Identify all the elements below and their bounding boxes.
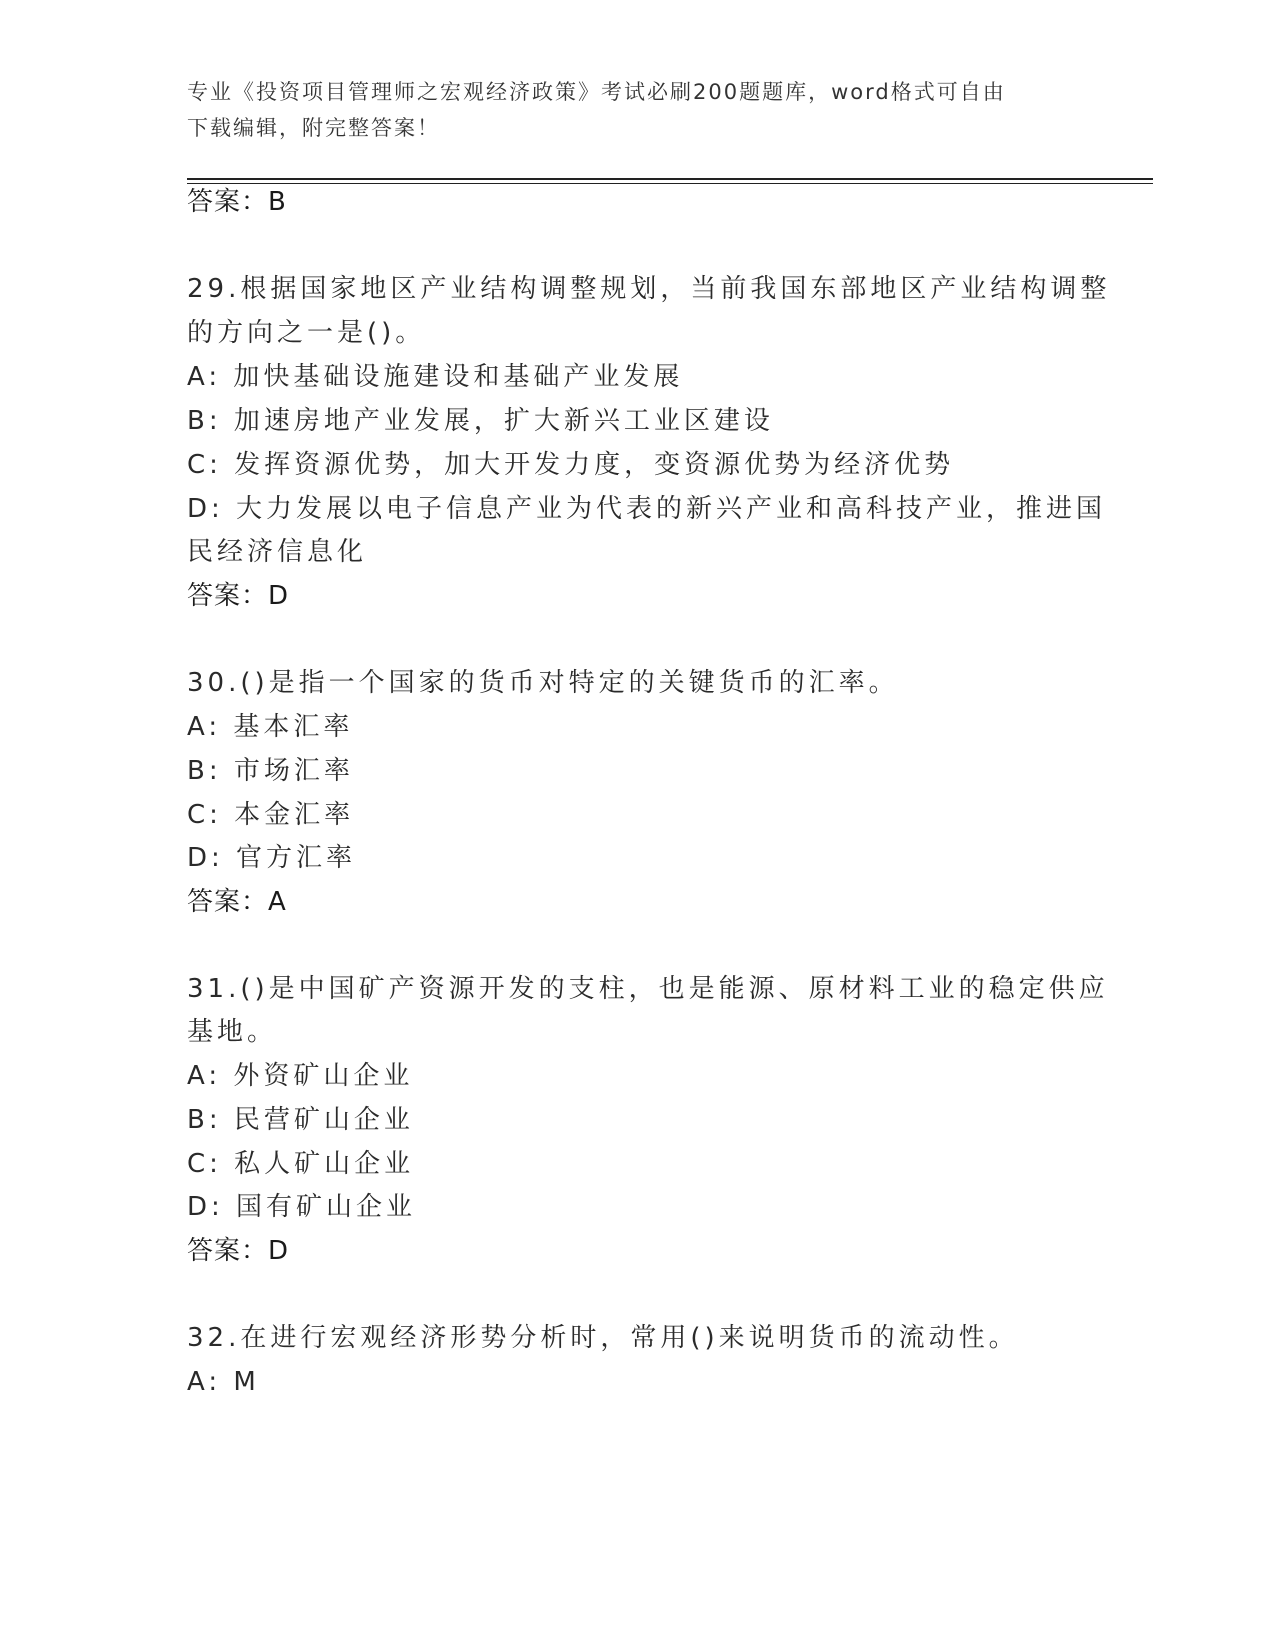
question-32-stem: 32.在进行宏观经济形势分析时，常用()来说明货币的流动性。 bbox=[187, 1323, 1019, 1353]
header-divider-thin bbox=[187, 183, 1153, 184]
answer-30: 答案：A bbox=[187, 887, 287, 917]
question-30-stem: 30.()是指一个国家的货币对特定的关键货币的汇率。 bbox=[187, 668, 899, 698]
question-30-option-b: B: 市场汇率 bbox=[187, 756, 354, 786]
question-30-option-d: D: 官方汇率 bbox=[187, 843, 357, 873]
question-29-option-a: A: 加快基础设施建设和基础产业发展 bbox=[187, 362, 684, 392]
question-31-stem: 31.()是中国矿产资源开发的支柱，也是能源、原材料工业的稳定供应 bbox=[187, 974, 1109, 1004]
question-31-option-d: D: 国有矿山企业 bbox=[187, 1192, 417, 1222]
answer-28: 答案：B bbox=[187, 187, 287, 217]
header-line-2: 下载编辑，附完整答案！ bbox=[187, 116, 440, 140]
header-line-1: 专业《投资项目管理师之宏观经济政策》考试必刷200题题库，word格式可自由 bbox=[187, 80, 1006, 104]
answer-29: 答案：D bbox=[187, 581, 290, 611]
question-31-option-c: C: 私人矿山企业 bbox=[187, 1149, 415, 1179]
question-29-option-d: D: 大力发展以电子信息产业为代表的新兴产业和高科技产业，推进国 bbox=[187, 494, 1107, 524]
answer-31: 答案：D bbox=[187, 1236, 290, 1266]
question-32-option-a: A: M bbox=[187, 1367, 260, 1397]
document-header bbox=[187, 74, 1077, 146]
question-29-option-c: C: 发挥资源优势，加大开发力度，变资源优势为经济优势 bbox=[187, 450, 955, 480]
question-31-stem-cont: 基地。 bbox=[187, 1017, 278, 1047]
question-30-option-c: C: 本金汇率 bbox=[187, 800, 355, 830]
question-29-option-d-cont: 民经济信息化 bbox=[187, 537, 368, 567]
question-30-option-a: A: 基本汇率 bbox=[187, 712, 354, 742]
question-31-option-b: B: 民营矿山企业 bbox=[187, 1105, 414, 1135]
question-29-stem-cont: 的方向之一是()。 bbox=[187, 318, 426, 348]
question-29-option-b: B: 加速房地产业发展，扩大新兴工业区建设 bbox=[187, 406, 774, 436]
question-29-stem: 29.根据国家地区产业结构调整规划，当前我国东部地区产业结构调整 bbox=[187, 274, 1111, 304]
question-31-option-a: A: 外资矿山企业 bbox=[187, 1061, 414, 1091]
header-divider bbox=[187, 178, 1153, 180]
